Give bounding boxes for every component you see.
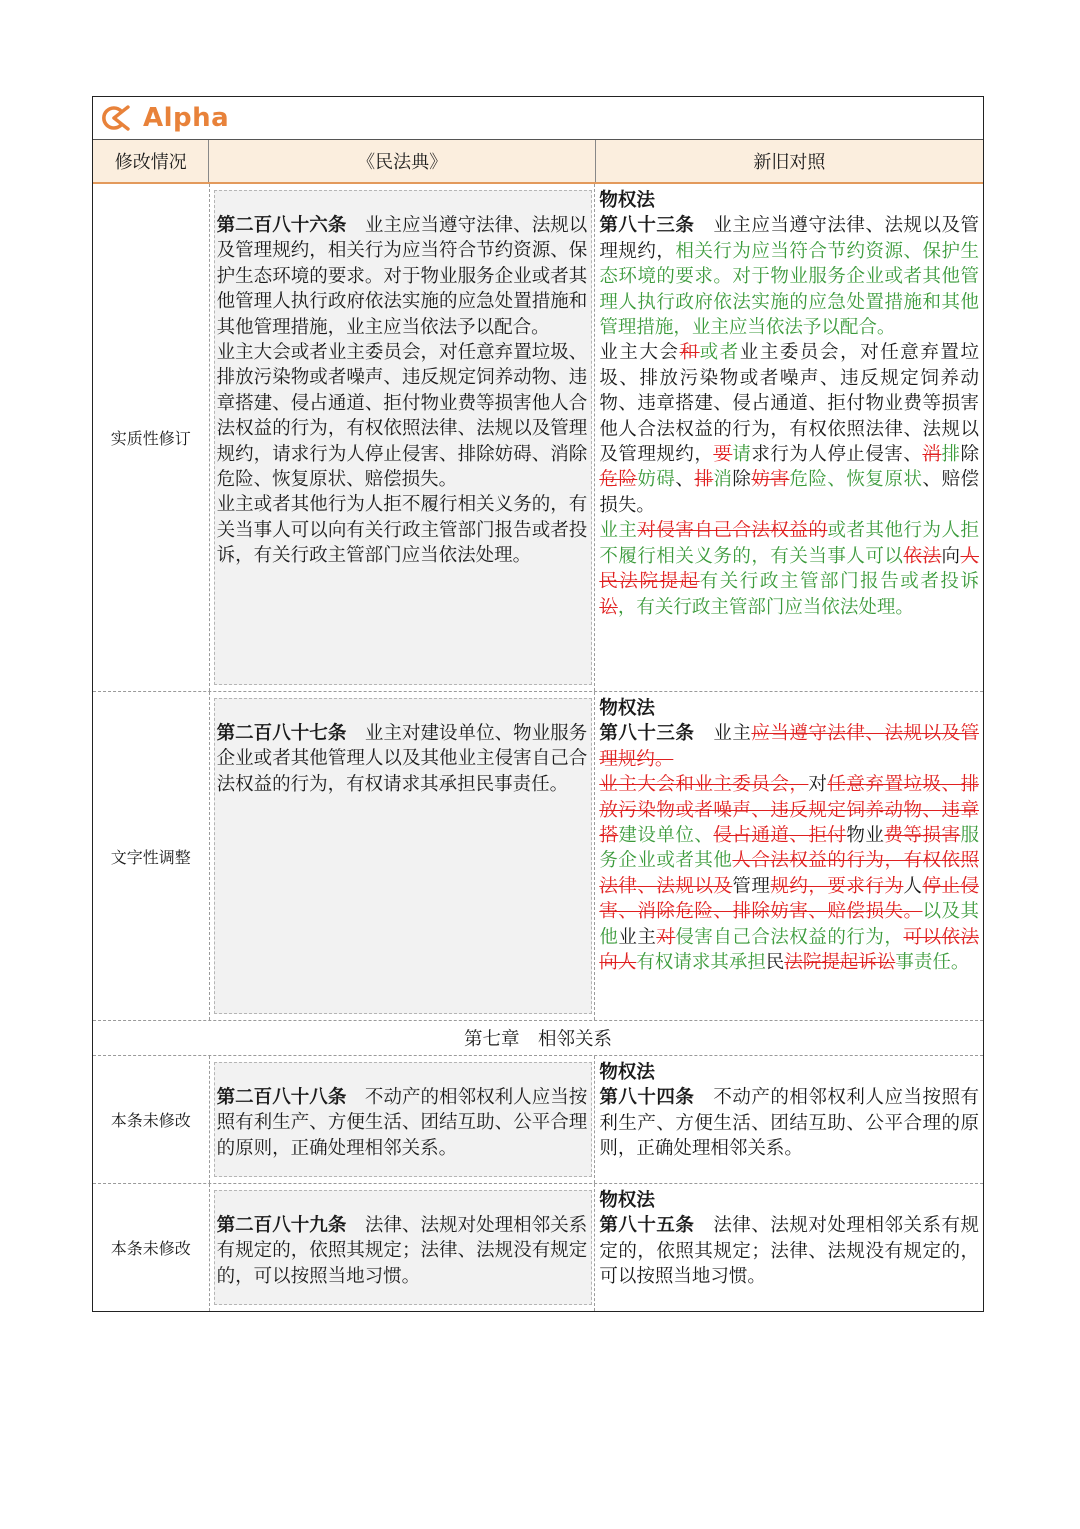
article-number: 第二百八十七条	[216, 723, 347, 744]
article-number: 第八十三条	[599, 215, 695, 237]
civil-code-text	[214, 698, 593, 1014]
table-row	[93, 184, 983, 692]
deleted-text: 对	[656, 926, 676, 948]
unchanged-text: 业主应当遵守法律、法规以及管理规约，	[599, 215, 979, 262]
paragraph: 业主大会或者业主委员会，对任意弃置垃圾、排放污染物或者噪声、违反规定饲养动物、违章搭建、侵占通道、拒付物业费等损害他人合法权益的行为，有权依照法律、法规以及管理规约，请求行为人停止侵害、排除妨碍、消除危险、恢复原状、赔偿损失。	[216, 342, 588, 491]
diff-paragraph	[599, 340, 979, 518]
law-name: 物权法	[599, 1190, 655, 1211]
header-status: 修改情况	[93, 140, 209, 182]
paragraph: 法律、法规对处理相邻关系有规定的，依照其规定；法律、法规没有规定的，可以按照当地习惯。	[599, 1215, 980, 1288]
paragraph: 业主或者其他行为人拒不履行相关义务的，有关当事人可以向有关行政主管部门报告或者投诉，有关行政主管部门应当依法处理。	[216, 494, 588, 567]
deleted-text: 危险	[599, 469, 638, 491]
table-row	[93, 1184, 983, 1311]
law-name: 物权法	[599, 698, 655, 719]
deleted-text: 费等损害	[884, 825, 961, 847]
article-number: 第八十三条	[599, 723, 695, 745]
diff-paragraph	[599, 518, 979, 620]
added-text: 有权请求其承担	[636, 952, 766, 974]
paragraph: 不动产的相邻权利人应当按照有利生产、方便生活、团结互助、公平合理的原则，正确处理相邻关系。	[599, 1087, 980, 1160]
table-header	[93, 140, 983, 184]
unchanged-text: 业主	[713, 723, 752, 745]
alpha-logo-icon	[101, 103, 131, 133]
deleted-text: 任意弃置垃圾、排放污染物或者噪声、违反规定饲养动物、违章搭	[599, 774, 980, 847]
comparison-text	[599, 1085, 979, 1161]
status-cell: 本条未修改	[93, 1056, 210, 1183]
added-text: 消	[713, 469, 733, 491]
brand-name: Alpha	[143, 103, 230, 133]
status-cell: 文字性调整	[93, 692, 210, 1020]
civil-code-cell	[210, 1184, 596, 1311]
comparison-cell	[595, 692, 983, 1020]
added-text: 事责任。	[895, 952, 970, 974]
brand-bar	[93, 97, 983, 140]
added-text: 或者	[699, 342, 740, 364]
deleted-text: 人合法权益的行为，有权依照法律、法规以及	[599, 850, 980, 897]
deleted-text: 人民法院提起	[599, 545, 979, 593]
added-text: 有关行政主管部门报告或者投诉	[699, 571, 979, 593]
added-text: 请	[732, 444, 752, 466]
comparison-cell	[595, 1056, 983, 1183]
added-text: 相关行为应当符合节约资源、保护生态环境的要求。对于物业服务企业或者其他管理人执行政府依法实施的应急处置措施和其他管理措施，业主应当依法予以配合。	[599, 240, 980, 339]
status-cell: 本条未修改	[93, 1184, 210, 1311]
added-text: 服务企业或者其他	[599, 825, 979, 872]
deleted-text: 规约，要求行为	[770, 875, 904, 897]
unchanged-text: 、赔偿损失。	[599, 469, 979, 516]
header-civil-code: 《民法典》	[209, 140, 595, 182]
paragraph: 法律、法规对处理相邻关系有规定的，依照其规定；法律、法规没有规定的，可以按照当地习惯。	[216, 1215, 588, 1287]
unchanged-text: 业主委员会，对任意弃置垃圾、排放污染物或者噪声、违反规定饲养动物、违章搭建、侵占通道、拒付物业费等损害他人合法权益的行为，有权依照法律、法规以及管理规约，	[599, 342, 980, 466]
deleted-text: 可以依法向人	[599, 926, 979, 974]
added-text: 或者其他行为人拒不履行相关义务的，有关当事人可以	[599, 520, 979, 567]
chapter-heading: 第七章 相邻关系	[93, 1021, 983, 1056]
article-number: 第二百八十六条	[216, 215, 347, 236]
added-text: 业主	[599, 520, 638, 542]
paragraph: 业主应当遵守法律、法规以及管理规约，相关行为应当符合节约资源、保护生态环境的要求。对于物业服务企业或者其他管理人执行政府依法实施的应急处置措施和其他管理措施，业主应当依法予以配合。	[216, 215, 588, 338]
unchanged-text: 业主	[618, 926, 657, 948]
status-cell: 实质性修订	[93, 184, 210, 691]
deleted-text: 侵占通道、拒付	[713, 825, 847, 847]
comparison-cell	[595, 1184, 983, 1311]
header-comparison: 新旧对照	[596, 140, 983, 182]
unchanged-text: 业主大会	[599, 342, 680, 364]
unchanged-text: 除	[960, 444, 979, 466]
civil-code-cell	[210, 184, 596, 691]
added-text: 侵害自己合法权益的行为，	[675, 926, 904, 948]
deleted-text: 法院提起诉讼	[784, 952, 896, 974]
comparison-text	[599, 1213, 979, 1289]
table-row	[93, 1056, 983, 1184]
unchanged-text: 人	[903, 875, 923, 897]
deleted-text: 依法	[903, 545, 942, 567]
civil-code-text	[214, 190, 593, 685]
law-name: 物权法	[599, 1062, 655, 1083]
added-text: 妨碍	[637, 469, 676, 491]
table-row	[93, 692, 983, 1021]
added-text: 危险、恢复原状	[789, 469, 923, 491]
comparison-text	[599, 213, 979, 620]
unchanged-text: 对	[808, 774, 828, 796]
deleted-text: 和	[679, 342, 700, 364]
civil-code-text	[214, 1062, 593, 1177]
civil-code-cell	[210, 1056, 596, 1183]
paragraph: 业主对建设单位、物业服务企业或者其他管理人以及其他业主侵害自己合法权益的行为，有权请求其承担民事责任。	[216, 723, 588, 795]
unchanged-text: 民	[765, 952, 785, 974]
article-number: 第二百八十八条	[216, 1087, 347, 1108]
added-text: 建设单位、	[618, 825, 714, 847]
unchanged-text: 除	[732, 469, 752, 491]
comparison-cell	[595, 184, 983, 691]
added-text: ，有关行政主管部门应当依法处理。	[617, 596, 914, 618]
unchanged-text: 管理	[732, 875, 771, 897]
comparison-text	[599, 721, 979, 975]
article-number: 第八十五条	[599, 1215, 695, 1237]
paragraph: 不动产的相邻权利人应当按照有利生产、方便生活、团结互助、公平合理的原则，正确处理相邻关系。	[216, 1087, 588, 1159]
article-number: 第八十四条	[599, 1087, 695, 1109]
deleted-text: 讼	[599, 596, 618, 618]
unchanged-text: 物业	[846, 825, 885, 847]
civil-code-text	[214, 1190, 593, 1305]
deleted-text: 妨害	[751, 469, 790, 491]
law-name: 物权法	[599, 190, 655, 211]
deleted-text: 消	[922, 444, 942, 466]
deleted-text: 应当遵守法律、法规以及管理规约。	[599, 723, 979, 770]
comparison-table	[92, 96, 984, 1312]
deleted-text: 排	[694, 469, 714, 491]
added-text: 排	[941, 444, 961, 466]
article-number: 第二百八十九条	[216, 1215, 347, 1236]
added-text: 以及其他	[599, 901, 979, 948]
unchanged-text: 向	[941, 545, 961, 567]
deleted-text: 停止侵害、消除危险、排除妨害、赔偿损失。	[599, 875, 979, 923]
unchanged-text: 求行为人停止侵害、	[751, 444, 923, 466]
deleted-text: 业主大会和业主委员会，	[599, 774, 809, 796]
deleted-text: 要	[713, 444, 733, 466]
civil-code-cell	[210, 692, 596, 1020]
deleted-text: 对侵害自己合法权益的	[637, 520, 828, 542]
diff-paragraph	[599, 772, 979, 975]
unchanged-text: 、	[675, 469, 695, 491]
